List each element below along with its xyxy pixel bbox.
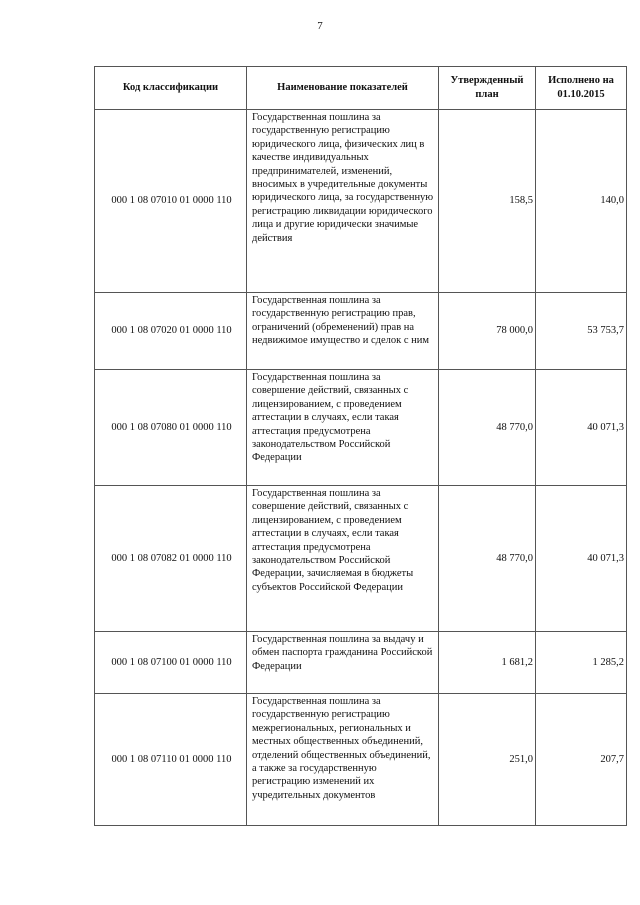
- row-code: 000 1 08 07010 01 0000 110: [95, 110, 247, 293]
- table-row: [95, 694, 627, 826]
- row-code: 000 1 08 07080 01 0000 110: [95, 370, 247, 486]
- row-code: 000 1 08 07020 01 0000 110: [95, 293, 247, 370]
- row-executed: 53 753,7: [536, 293, 627, 370]
- row-plan: 78 000,0: [439, 293, 536, 370]
- row-name: Государственная пошлина за совершение действий, связанных с лицензированием, с проведением аттестации в случаях, если такая аттестация предусмотрена законодательством Российской Федерации: [247, 370, 439, 486]
- row-executed: 207,7: [536, 694, 627, 826]
- row-plan: 251,0: [439, 694, 536, 826]
- header-plan: Утвержденный план: [439, 67, 536, 110]
- row-plan: 1 681,2: [439, 632, 536, 694]
- page-number: 7: [317, 20, 323, 32]
- table-row: [95, 486, 627, 632]
- row-name: Государственная пошлина за выдачу и обмен паспорта гражданина Российской Федерации: [247, 632, 439, 694]
- table-row: [95, 110, 627, 293]
- row-name: Государственная пошлина за государственную регистрацию межрегиональных, региональных и местных общественных объединений, отделений общественных объединений, а также за государственную регистрацию изменений их учредительных документов: [247, 694, 439, 826]
- row-name: Государственная пошлина за государственную регистрацию прав, ограничений (обременений) прав на недвижимое имущество и сделок с ним: [247, 293, 439, 370]
- row-plan: 48 770,0: [439, 486, 536, 632]
- table-row: [95, 632, 627, 694]
- row-executed: 1 285,2: [536, 632, 627, 694]
- row-code: 000 1 08 07100 01 0000 110: [95, 632, 247, 694]
- table-row: [95, 370, 627, 486]
- row-code: 000 1 08 07082 01 0000 110: [95, 486, 247, 632]
- row-executed: 40 071,3: [536, 486, 627, 632]
- row-code: 000 1 08 07110 01 0000 110: [95, 694, 247, 826]
- row-plan: 48 770,0: [439, 370, 536, 486]
- table-row: [95, 293, 627, 370]
- header-name: Наименование показателей: [247, 67, 439, 110]
- row-name: Государственная пошлина за государственную регистрацию юридического лица, физических лиц в качестве индивидуальных предпринимателей, изменений, вносимых в учредительные документы юридического лица, за государственную регистрацию ликвидации юридического лица и другие юридически значимые действия: [247, 110, 439, 293]
- revenue-table: [94, 66, 627, 826]
- row-executed: 140,0: [536, 110, 627, 293]
- row-executed: 40 071,3: [536, 370, 627, 486]
- table-header: [95, 67, 627, 110]
- table-body: [95, 110, 627, 826]
- header-executed: Исполнено на 01.10.2015: [536, 67, 627, 110]
- header-row: [95, 67, 627, 110]
- row-name: Государственная пошлина за совершение действий, связанных с лицензированием, с проведением аттестации в случаях, если такая аттестация предусмотрена законодательством Российской Федерации, зачисляемая в бюджеты субъектов Российской Федерации: [247, 486, 439, 632]
- row-plan: 158,5: [439, 110, 536, 293]
- header-code: Код классификации: [95, 67, 247, 110]
